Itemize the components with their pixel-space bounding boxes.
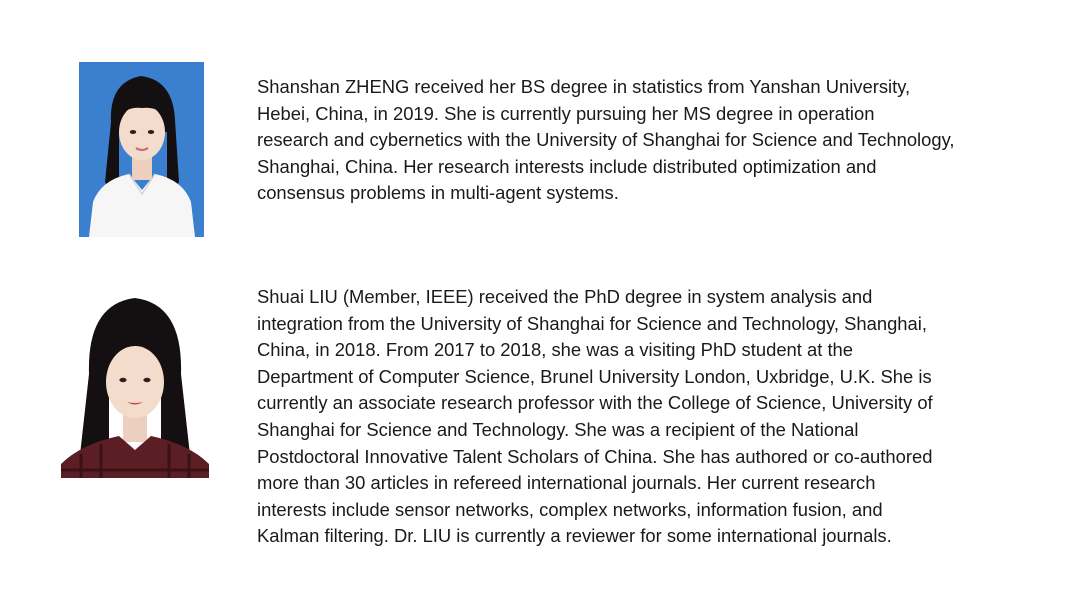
bio-line: currently an associate research professor with the College of Science, University of bbox=[257, 392, 933, 414]
bio-line: Kalman filtering. Dr. LIU is currently a reviewer for some international journals. bbox=[257, 525, 892, 547]
bio-line: Shuai LIU (Member, IEEE) received the PhD degree in system analysis and bbox=[257, 286, 873, 307]
bio-line: Department of Computer Science, Brunel University London, Uxbridge, U.K. She is bbox=[257, 365, 932, 387]
portrait-illustration bbox=[79, 62, 204, 237]
bio-line: Shanghai, China. Her research interests include distributed optimization and bbox=[257, 155, 877, 177]
bio-line: interests include sensor networks, complex networks, information fusion, and bbox=[257, 498, 883, 520]
bio-line: China, in 2018. From 2017 to 2018, she was a visiting PhD student at the bbox=[257, 339, 854, 361]
bio-line: Hebei, China, in 2019. She is currently pursuing her MS degree in operation bbox=[257, 102, 875, 124]
bio-shanshan-zheng bbox=[257, 74, 1047, 207]
portrait-photo-shuai-liu bbox=[61, 294, 209, 478]
portrait-photo-shanshan-zheng bbox=[79, 62, 204, 237]
bio-line: integration from the University of Shanghai for Science and Technology, Shanghai, bbox=[257, 312, 927, 334]
bio-line: consensus problems in multi-agent systems. bbox=[257, 182, 619, 204]
portrait-illustration bbox=[61, 294, 209, 478]
bio-line: Shanghai for Science and Technology. She was a recipient of the National bbox=[257, 418, 859, 440]
bio-line: Shanshan ZHENG received her BS degree in statistics from Yanshan University, bbox=[257, 76, 911, 97]
bio-line: more than 30 articles in refereed international journals. Her current research bbox=[257, 472, 876, 494]
bio-line: Postdoctoral Innovative Talent Scholars of China. She has authored or co-authored bbox=[257, 445, 933, 467]
bio-line: research and cybernetics with the University of Shanghai for Science and Technology, bbox=[257, 129, 955, 151]
bio-shuai-liu bbox=[257, 284, 1047, 550]
